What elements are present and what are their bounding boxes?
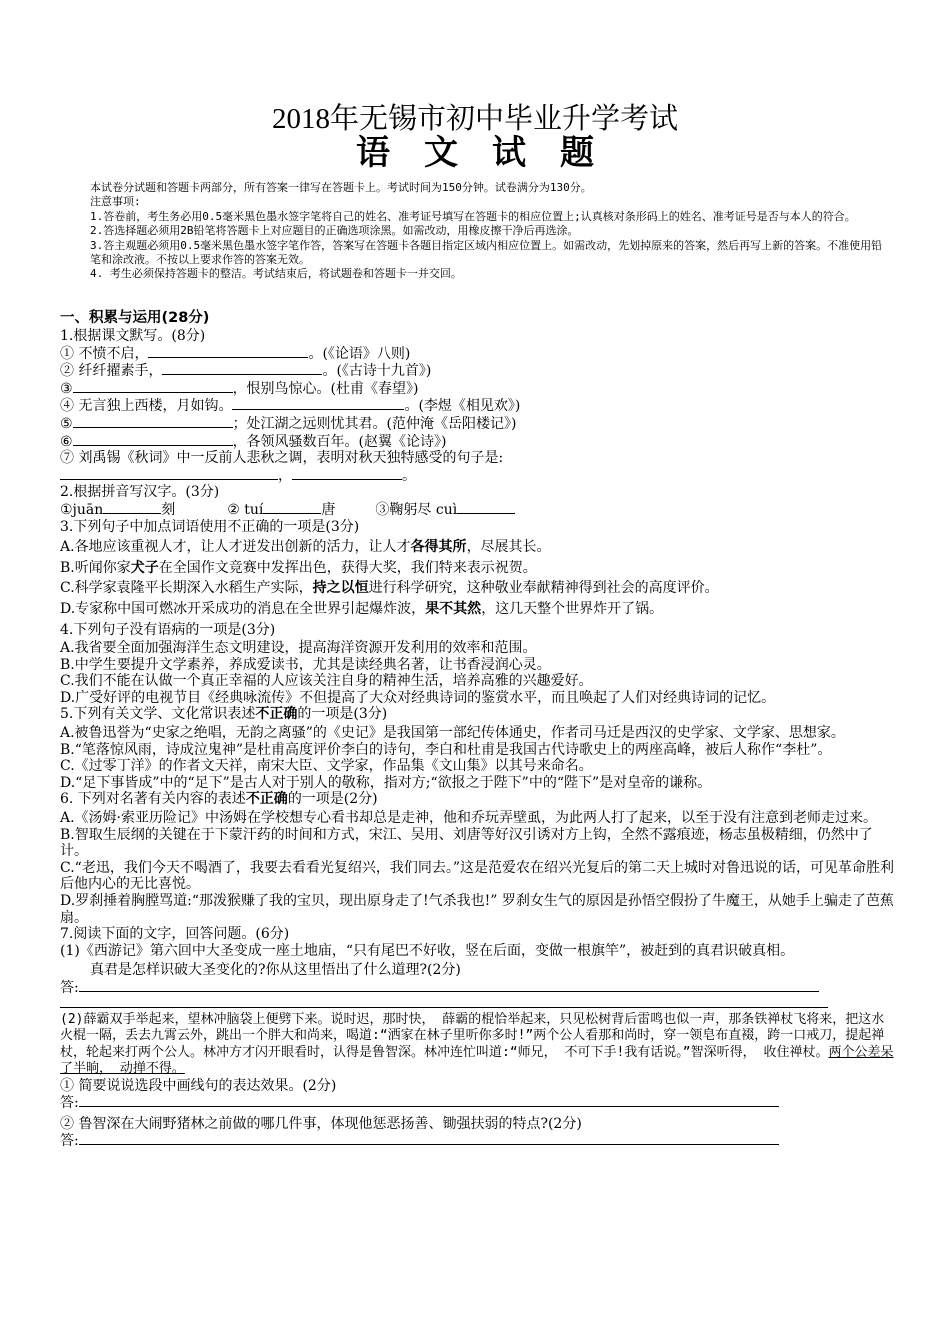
q5-option-c: C.《过零丁洋》的作者文天祥，南宋大臣、文学家，作品集《文山集》以其号来命名。 — [60, 758, 593, 775]
q6-option-b: B.智取生辰纲的关键在于下蒙汗药的时间和方式，宋江、吴用、刘唐等好汉引诱对方上钩，全然不露痕迹，杨志虽极精细，仍然中了计。 — [60, 826, 873, 860]
question-5-stem — [60, 706, 894, 723]
q1-item-text: ， — [278, 467, 292, 484]
answer-label: 答: — [60, 1095, 79, 1112]
q5-option-b: B.“笔落惊风雨，诗成泣鬼神”是杜甫高度评价李白的诗句，李白和杜甫是我国古代诗歌史上的两座高峰，被后人称作“李杜”。 — [60, 741, 832, 758]
q6-option-d: D.罗刹捶着胸膛骂道:“那泼猴赚了我的宝贝，现出原身走了!气杀我也!” 罗刹女生气的原因是孙悟空假扮了牛魔王，从她手上骗走了芭蕉扇。 — [60, 893, 894, 926]
q5-option-a: A.被鲁迅誉为“史家之绝唱，无韵之离骚”的《史记》是我国第一部纪传体通史，作者司马迁是西汉的史学家、文学家、思想家。 — [60, 725, 845, 742]
answer-line[interactable] — [79, 1094, 779, 1107]
q1-item-text: 。 — [402, 467, 416, 484]
option-text: 进行科学研究，这种敬业奉献精神得到社会的高度评价。 — [368, 580, 719, 597]
q1-item-text: 。(《论语》八则) — [308, 345, 411, 362]
answer-blank — [73, 415, 233, 428]
q1-item-text: ② 纤纤擢素手， — [60, 363, 163, 380]
q1-item-text: 。(李煜《相见欢》) — [404, 398, 521, 415]
option-text: ，这几天整个世界炸开了锅。 — [481, 600, 664, 617]
question-4-stem: 4.下列句子没有语病的一项是(3分) — [60, 621, 276, 638]
answer-blank — [148, 345, 308, 358]
answer-line[interactable] — [60, 1007, 828, 1008]
q1-item-3 — [60, 380, 894, 398]
answer-blank — [73, 380, 233, 393]
passage-text: (2)薛霸双手举起来，望林冲脑袋上便劈下来。说时迟，那时快， 薛霸的棍恰举起来，只见松树背后雷鸣也似一声，那条铁禅杖飞将来，把这水火棍一隔，丢去九霄云外，跳出一个胖大和尚来，喝道:“洒家在林子里听你多时!”两个公人看那和尚时，穿一领皂布直裰，跨一口戒刀，提起禅杖，轮起来打两个公人。林冲方才闪开眼看时，认得是鲁智深。林冲连忙叫道:“师兄， 不可下手!我有话说。”智深听得， 收住禅杖。 — [60, 1011, 885, 1060]
q2-item-text: 刻 — [161, 501, 176, 518]
q4-option-c: C.我们不能在认做一个真正幸福的人应该关注自身的精神生活，培养高雅的兴趣爱好。 — [60, 673, 593, 690]
answer-blank — [103, 501, 161, 514]
q1-item-1 — [60, 345, 894, 363]
q7-part-2-answer-2 — [60, 1132, 894, 1150]
answer-line[interactable] — [79, 1132, 779, 1145]
question-1-stem: 1.根据课文默写。(8分) — [60, 328, 206, 344]
q7-part-2-question-2: ② 鲁智深在大闹野猪林之前做的哪几件事，体现他惩恶扬善、锄强扶弱的特点?(2分) — [60, 1115, 582, 1132]
q1-item-2 — [60, 362, 894, 380]
subject-title: 语文试题 — [356, 133, 628, 173]
q1-item-text: ，各领风骚数百年。(赵翼《论诗》) — [232, 433, 447, 450]
q7-passage — [60, 1012, 894, 1078]
option-text: ，尽展其长。 — [466, 539, 551, 556]
instruction-item: 4. 考生必须保持答题卡的整洁。考试结束后，将试题卷和答题卡一并交回。 — [90, 267, 462, 281]
instructions-heading: 注意事项: — [90, 195, 141, 209]
q3-option-b — [60, 560, 894, 577]
answer-gap — [60, 997, 894, 1007]
q7-part-1-answer — [60, 979, 894, 997]
option-text: 在全国作文竞赛中发挥出色，获得大奖，我们特来表示祝贺。 — [158, 559, 537, 576]
q1-item-text: ⑥ — [60, 433, 73, 450]
dotted-term: 果不其然 — [425, 600, 482, 617]
exam-instructions — [60, 181, 890, 282]
q3-option-a — [60, 539, 894, 556]
stem-text: 的一项是(3分) — [297, 706, 388, 723]
answer-blank — [292, 467, 402, 480]
answer-label: 答: — [60, 979, 79, 996]
q1-item-4 — [60, 397, 894, 415]
stem-text: 5.下列有关文学、文化常识表述 — [60, 706, 256, 723]
option-text: C.科学家袁隆平长期深入水稻生产实际， — [60, 580, 313, 597]
q7-part-1-question: 真君是怎样识破大圣变化的?你从这里悟出了什么道理?(2分) — [90, 962, 461, 979]
option-text: D.专家称中国可燃冰开采成功的消息在全世界引起爆炸波， — [60, 600, 426, 617]
instruction-item: 1.答卷前，考生务必用0.5毫米黑色墨水签字笔将自己的姓名、准考证号填写在答题卡的相应位置上;认真核对条形码上的姓名、准考证号是否与本人的符合。 — [90, 209, 856, 223]
stem-text: 的一项是(2分) — [287, 791, 378, 808]
q1-item-text: ⑤ — [60, 415, 73, 432]
question-3-stem: 3.下列句子中加点词语使用不正确的一项是(3分) — [60, 518, 360, 535]
q1-item-7: ⑦ 刘禹锡《秋词》中一反前人悲秋之调，表明对秋天独特感受的句子是: — [60, 450, 504, 467]
dotted-term: 犬子 — [130, 559, 159, 576]
instruction-item: 3.答主观题必须用0.5毫米黑色墨水签字笔作答，答案写在答题卡各题目指定区域内相应位置上。如需改动，先划掉原来的答案，然后再写上新的答案。不准使用铅笔和涂改液。不按以上要求作答的答案无效。 — [90, 238, 883, 267]
answer-blank — [162, 362, 322, 375]
q1-item-5 — [60, 415, 894, 433]
q6-option-c: C.“老迅，我们今天不喝酒了，我要去看看光复绍兴，我们同去。”这是范爱农在绍兴光复后的第二天上城时对鲁迅说的话，可见革命胜利后他内心的无比喜悦。 — [60, 859, 894, 893]
q5-option-d: D.“足下事皆成”中的“足下”是古人对于别人的敬称，指对方;“欲报之于陛下”中的“陛下”是对皇帝的谦称。 — [60, 774, 712, 791]
q2-items — [60, 501, 894, 519]
answer-blank — [232, 397, 404, 410]
q2-item-text: ③鞠躬尽 cuì — [375, 501, 458, 518]
section-title: 一、积累与运用(28分) — [60, 310, 210, 326]
q1-item-text: ，恨别鸟惊心。(杜甫《春望》) — [232, 380, 419, 397]
q1-item-text: ④ 无言独上西楼，月如钩。 — [60, 398, 233, 415]
answer-blank — [263, 501, 321, 514]
emphasis-text: 不正确 — [245, 791, 288, 808]
q2-item-text: 唐 — [321, 501, 336, 518]
q1-item-7-answer — [60, 467, 894, 485]
q3-option-d — [60, 601, 894, 618]
stem-text: 6. 下列对名著有关内容的表述 — [60, 791, 246, 808]
q4-option-d: D.广受好评的电视节目《经典咏流传》不但提高了大众对经典诗词的鉴赏水平，而且唤起了人们对经典诗词的记忆。 — [60, 689, 776, 706]
q3-option-c — [60, 580, 894, 597]
answer-line[interactable] — [79, 979, 819, 992]
instructions-intro: 本试卷分试题和答题卡两部分，所有答案一律写在答题卡上。考试时间为150分钟。试卷满分为130分。 — [90, 181, 592, 194]
q1-item-6 — [60, 433, 894, 451]
instruction-item: 2.答选择题必须用2B铅笔将答题卡上对应题目的正确选项涂黑。如需改动，用橡皮擦干净后再选涂。 — [90, 224, 579, 238]
emphasis-text: 不正确 — [255, 706, 298, 723]
option-text: A.各地应该重视人才，让人才迸发出创新的活力，让人才 — [60, 539, 411, 556]
q2-item-text: ② tuí — [227, 501, 264, 518]
section-1 — [60, 308, 894, 1150]
q4-option-b: B.中学生要提升文学素养，养成爱读书，尤其是读经典名著，让书香浸润心灵。 — [60, 656, 551, 673]
underlined-sentence: 两个公差呆了半晌， 动掸不得。 — [60, 1044, 894, 1077]
q1-item-text: ；处江湖之远则忧其君。(范仲淹《岳阳楼记》) — [232, 415, 517, 432]
answer-blank — [73, 433, 233, 446]
exam-title: 2018年无锡市初中毕业升学考试 — [271, 103, 678, 135]
q1-item-text: 。(《古诗十九首》) — [322, 363, 432, 380]
q7-part-1: (1)《西游记》第六回中大圣变成一座土地庙，“只有尾巴不好收，竖在后面，变做一根旗竿”，被赶到的真君识破真相。 — [60, 942, 795, 959]
answer-blank — [457, 501, 515, 514]
option-text: B.听闻你家 — [60, 559, 131, 576]
question-6-stem — [60, 791, 894, 808]
q1-item-text: ③ — [60, 380, 73, 397]
q4-option-a: A.我省要全面加强海洋生态文明建设，提高海洋资源开发利用的效率和范围。 — [60, 640, 537, 657]
dotted-term: 持之以恒 — [312, 580, 369, 597]
question-7-stem: 7.阅读下面的文字，回答问题。(6分) — [60, 926, 290, 943]
q7-part-2-answer-1 — [60, 1094, 894, 1112]
dotted-term: 各得其所 — [410, 539, 467, 556]
q2-item-text: ①juān — [60, 501, 104, 518]
answer-label: 答: — [60, 1133, 79, 1150]
q7-part-2-question-1: ① 简要说说选段中画线句的表达效果。(2分) — [60, 1077, 337, 1094]
q6-option-a: A.《汤姆·索亚历险记》中汤姆在学校想专心看书却总是走神，他和乔玩弄壁虱，为此两人打了起来，以至于没有注意到老师走过来。 — [60, 810, 878, 827]
q1-item-text: ① 不愤不启， — [60, 345, 149, 362]
question-2-stem: 2.根据拼音写汉字。(3分) — [60, 484, 220, 501]
answer-blank — [60, 467, 278, 480]
